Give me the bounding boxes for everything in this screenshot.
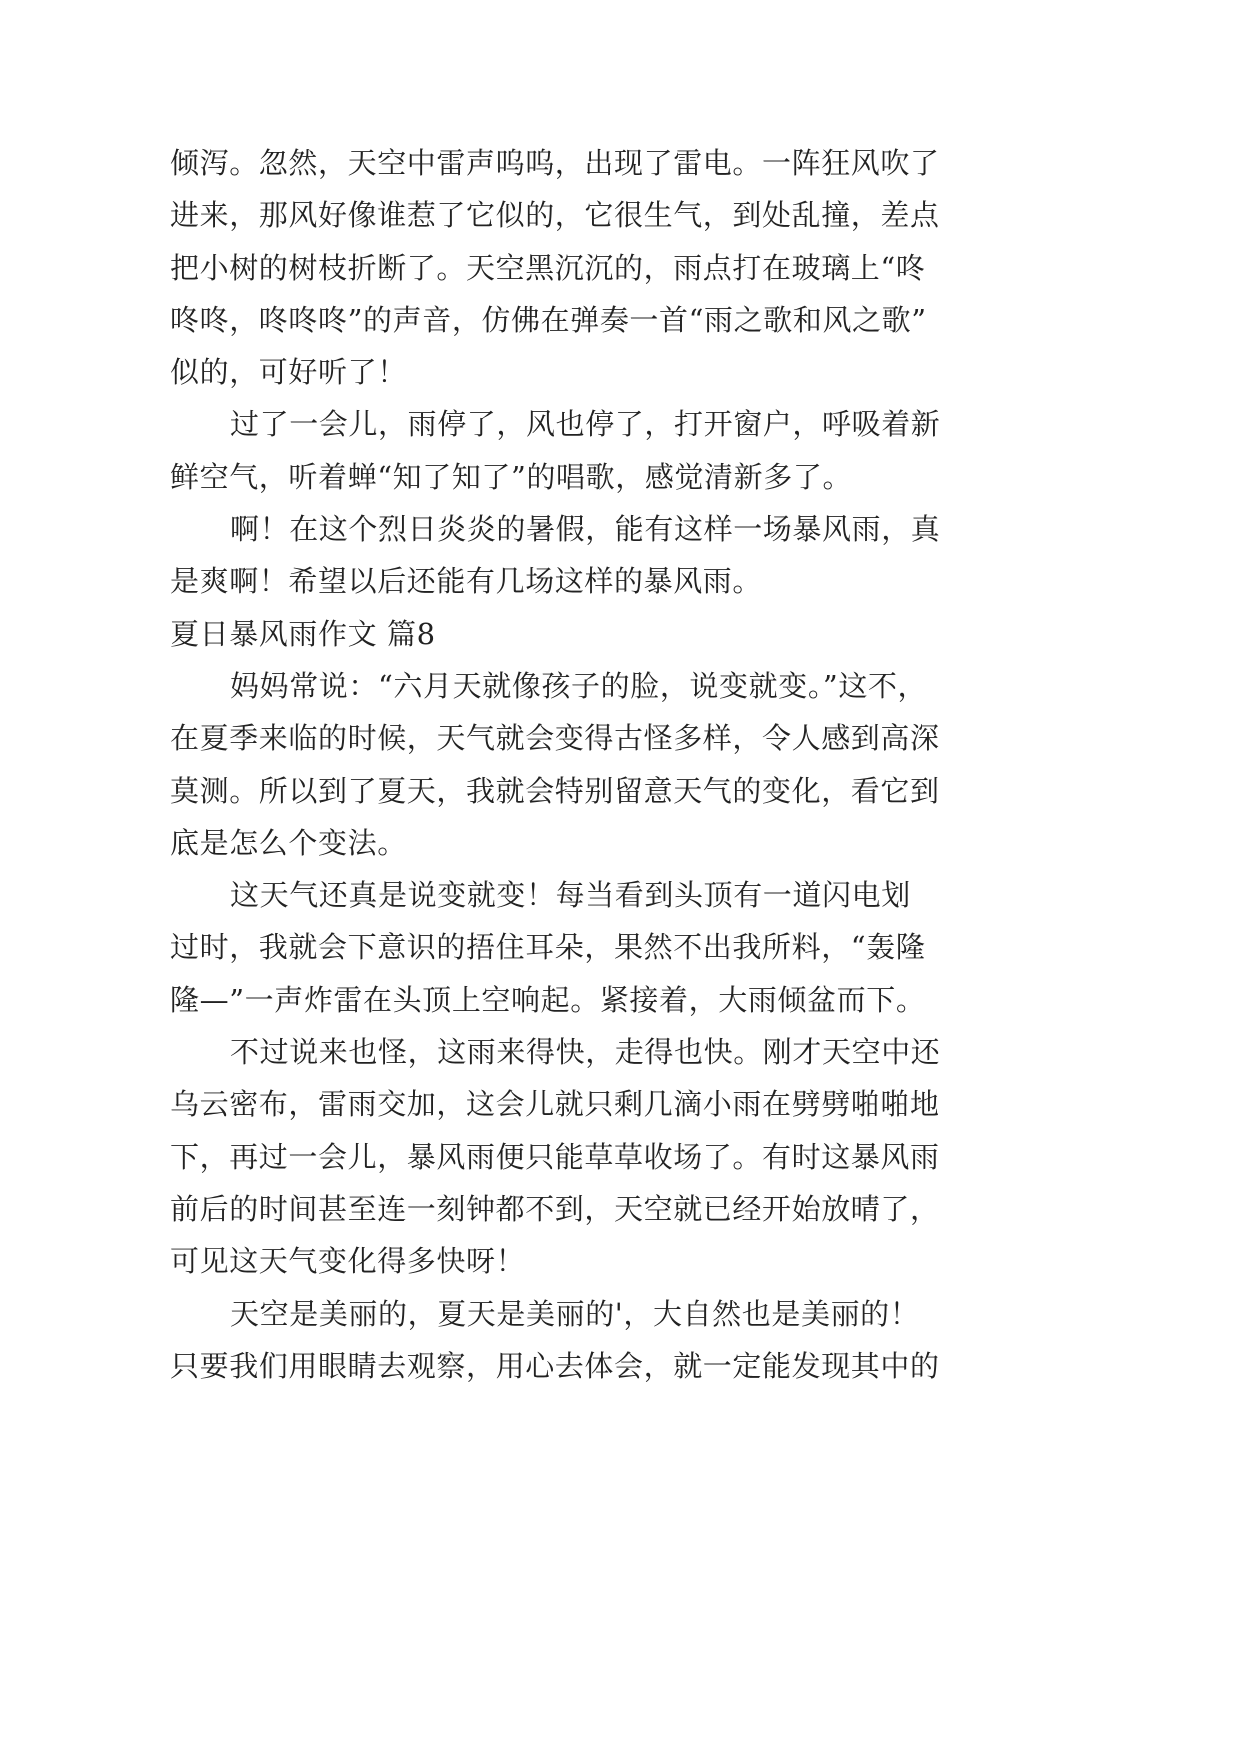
text-line: 不过说来也怪，这雨来得快，走得也快。刚才天空中还	[230, 1035, 941, 1070]
text-line: 似的，可好听了！	[170, 355, 407, 390]
text-line: 隆—”一声炸雷在头顶上空响起。紧接着，大雨倾盆而下。	[170, 982, 926, 1017]
text-line: 天空是美丽的，夏天是美丽的'，大自然也是美丽的！	[230, 1296, 920, 1331]
text-line: 莫测。所以到了夏天，我就会特别留意天气的变化，看它到	[170, 773, 940, 808]
paragraph	[170, 869, 1170, 1026]
text-line: 把小树的树枝折断了。天空黑沉沉的，雨点打在玻璃上“咚	[170, 250, 926, 285]
text-line: 乌云密布，雷雨交加，这会儿就只剩几滴小雨在劈劈啪啪地	[170, 1087, 940, 1122]
text-line: 这天气还真是说变就变！每当看到头顶有一道闪电划	[230, 878, 911, 913]
section-heading: 夏日暴风雨作文 篇8	[170, 616, 436, 651]
text-line: 啊！在这个烈日炎炎的暑假，能有这样一场暴风雨，真	[230, 512, 941, 547]
text-line: 只要我们用眼睛去观察，用心去体会，就一定能发现其中的	[170, 1348, 940, 1383]
paragraph	[170, 137, 1170, 398]
document-body	[170, 137, 1170, 1392]
text-line: 进来，那风好像谁惹了它似的，它很生气，到处乱撞，差点	[170, 198, 940, 233]
text-line: 咚咚，咚咚咚”的声音，仿佛在弹奏一首“雨之歌和风之歌”	[170, 302, 927, 337]
text-line: 底是怎么个变法。	[170, 825, 407, 860]
text-line: 下，再过一会儿，暴风雨便只能草草收场了。有时这暴风雨	[170, 1139, 940, 1174]
text-line: 妈妈常说：“六月天就像孩子的脸，说变就变。”这不，	[230, 668, 928, 703]
text-line: 鲜空气，听着蝉“知了知了”的唱歌，感觉清新多了。	[170, 459, 853, 494]
paragraph	[170, 398, 1170, 503]
text-line: 倾泻。忽然，天空中雷声呜呜，出现了雷电。一阵狂风吹了	[170, 146, 940, 180]
paragraph	[170, 660, 1170, 869]
text-line: 过时，我就会下意识的捂住耳朵，果然不出我所料，“轰隆	[170, 930, 926, 965]
paragraph	[170, 1288, 1170, 1393]
text-line: 可见这天气变化得多快呀！	[170, 1244, 526, 1279]
paragraph	[170, 503, 1170, 608]
text-line: 是爽啊！希望以后还能有几场这样的暴风雨。	[170, 564, 763, 599]
paragraph	[170, 1026, 1170, 1287]
text-line: 在夏季来临的时候，天气就会变得古怪多样，令人感到高深	[170, 721, 940, 756]
text-line: 过了一会儿，雨停了，风也停了，打开窗户，呼吸着新	[230, 407, 941, 442]
text-line: 前后的时间甚至连一刻钟都不到，天空就已经开始放晴了，	[170, 1191, 940, 1226]
